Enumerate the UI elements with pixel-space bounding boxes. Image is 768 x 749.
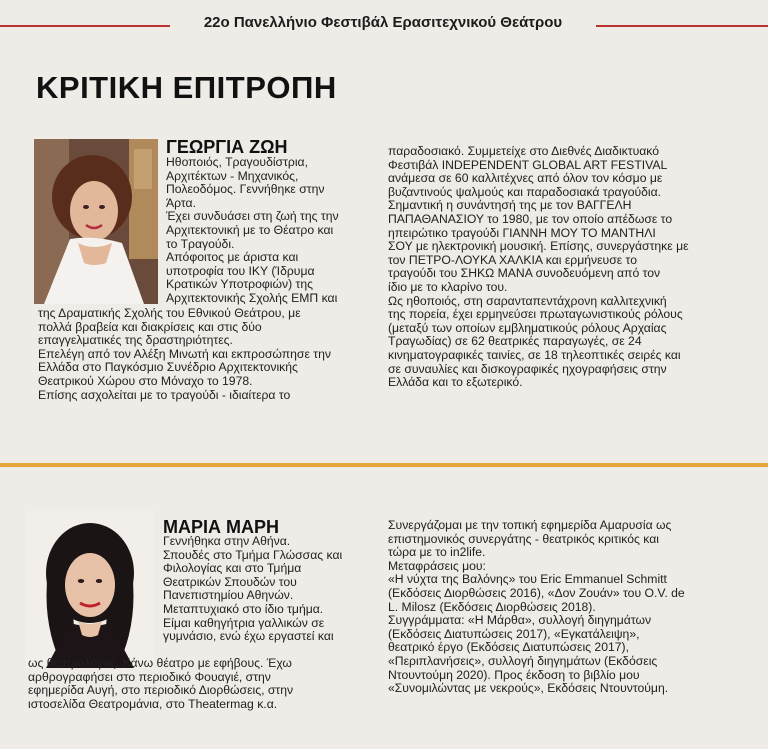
bio-line: ίδιο με το κλαρίνο του.	[388, 279, 508, 294]
bio-line: Αρχιτεκτονικής Σχολής ΕΜΠ και	[166, 290, 338, 305]
bio-line: Πολεοδόμος. Γεννήθηκε στην	[166, 182, 325, 197]
bio-line: Συγγράμματα: «Η Μάρθα», συλλογή διηγημάτων	[388, 613, 652, 628]
portrait-georgia-zoi	[34, 139, 158, 304]
bio-line: Φιλολογίας και στο Τμήμα	[163, 561, 302, 576]
bio-line: Ηθοποιός, Τραγουδίστρια,	[166, 155, 308, 169]
bio-line: Έχει συνδυάσει στη ζωή της την	[166, 209, 339, 224]
member1-name: ΓΕΩΡΓΙΑ ΖΩΗ	[166, 137, 288, 157]
bio-line: (Εκδόσεις Διορθώσεις 2016), «Δον Ζουάν» του O.V. de	[388, 585, 685, 600]
bio-line: της πορεία, έχει ερμηνεύσει πρωταγωνιστικούς ρόλους	[388, 307, 683, 322]
bio-line: επαγγελματικές της δραστηριότητες.	[38, 333, 233, 348]
bio-line: «Η νύχτα της Βαλόνης» του Eric Emmanuel Schmitt	[388, 572, 667, 587]
header-rule-left	[0, 25, 170, 27]
bio-line: αρθρογραφήσει στο περιοδικό Φουαγιέ, στην	[28, 669, 271, 684]
bio-line: τώρα με το in2life.	[388, 545, 486, 560]
bio-line: Αρχιτεκτονική με το Θέατρο και	[166, 222, 334, 237]
bio-line: Αρχιτέκτων - Μηχανικός,	[166, 168, 299, 183]
portrait-image	[26, 511, 154, 668]
bio-line: εφημερίδα Αυγή, στο περιοδικό Διορθώσεις, στην	[28, 683, 294, 698]
member2-bio-right	[388, 519, 748, 696]
festival-title: 22ο Πανελλήνιο Φεστιβάλ Ερασιτεχνικού Θεάτρου	[203, 14, 563, 31]
bio-line: Ως ηθοποιός, στη σαρανταπεντάχρονη καλλιτεχνική	[388, 293, 667, 308]
bio-line: Είμαι καθηγήτρια γαλλικών σε	[163, 615, 325, 630]
bio-line: Ελλάδα στο Παγκόσμιο Συνέδριο Αρχιτεκτονικής	[38, 360, 298, 375]
bio-line: Πανεπιστημίου Αθηνών.	[163, 588, 294, 603]
bio-line: Συνεργάζομαι με την τοπική εφημερίδα Αμαρυσία ως	[388, 518, 672, 532]
bio-line: Τραγωδίας) σε 62 θεατρικές παραγωγές, σε 24	[388, 334, 642, 349]
bio-line: Ντουντούμη 2020). Προς έκδοση το βιβλίο μου	[388, 667, 640, 682]
bio-line: (Εκδόσεις Διατυπώσεις 2017), «Εγκατάλειψη»,	[388, 626, 640, 641]
section-title: ΚΡΙΤΙΚΗ ΕΠΙΤΡΟΠΗ	[36, 70, 337, 105]
bio-line: Σπουδές στο Τμήμα Γλώσσας και	[163, 547, 343, 562]
bio-line: Θεατρικών Σπουδών του	[163, 574, 297, 589]
member1-bio-left	[38, 307, 378, 402]
section-divider	[0, 463, 768, 467]
member1-bio-right	[388, 145, 748, 390]
header-rule-right	[596, 25, 768, 27]
bio-line: ιστοσελίδα Θεατρομάνια, στο Theatermag κ.α.	[28, 696, 278, 711]
bio-line: «Συνομιλώντας με νεκρούς», Εκδόσεις Ντουντούμη.	[388, 681, 669, 696]
bio-line: υποτροφία του ΙΚΥ (Ίδρυμα	[166, 263, 315, 278]
member2-name: ΜΑΡΙΑ ΜΑΡΗ	[163, 517, 279, 537]
bio-line: Ελλάδα και το εξωτερικό.	[388, 375, 523, 390]
bio-line: ανάμεσα σε 60 καλλιτέχνες από όλον τον κόσμο με	[388, 171, 663, 186]
bio-line: ΠΑΠΑΘΑΝΑΣΙΟΥ το 1980, με τον οποίο απέδωσε το	[388, 211, 673, 226]
bio-line: Φεστιβάλ INDEPENDENT GLOBAL ART FESTIVAL	[388, 157, 668, 172]
bio-line: της Δραματικής Σχολής του Εθνικού Θεάτρου, με	[38, 306, 301, 320]
member2-bio-wrap	[163, 535, 375, 644]
bio-line: Απόφοιτος με άριστα και	[166, 250, 299, 265]
bio-line: ως θεατρολόγος. Κάνω θέατρο με εφήβους. Έχω	[28, 656, 292, 670]
bio-line: επιστημονικός συνεργάτης - θεατρικός κριτικός και	[388, 531, 659, 546]
bio-line: Μεταπτυχιακό στο ίδιο τμήμα.	[163, 601, 324, 616]
bio-line: τον ΠΕΤΡΟ-ΛΟΥΚΑ ΧΑΛΚΙΑ και ερμήνευσε το	[388, 252, 637, 267]
member2-bio-left	[28, 657, 378, 711]
bio-line: γυμνάσιο, ενώ έχω εργαστεί και	[163, 629, 334, 644]
bio-line: Γεννήθηκα στην Αθήνα.	[163, 534, 291, 548]
bio-line: κινηματογραφικές ταινίες, σε 18 τηλεοπτικές σειρές και	[388, 347, 681, 362]
bio-line: Άρτα.	[166, 195, 196, 210]
bio-line: ηπειρώτικο τραγούδι ΓΙΑΝΝΗ ΜΟΥ ΤΟ ΜΑΝΤΗΛΙ	[388, 225, 656, 240]
bio-line: σε συναυλίες και δισκογραφικές ηχογραφήσεις στην	[388, 361, 667, 376]
bio-line: L. Milosz (Εκδόσεις Διορθώσεις 2018).	[388, 599, 596, 614]
bio-line: Θεατρικού Χώρου στο Μόναχο το 1978.	[38, 373, 253, 388]
member1-bio-wrap	[166, 156, 376, 306]
bio-line: Κρατικών Υποτροφιών) της	[166, 277, 313, 292]
portrait-image	[34, 139, 158, 304]
portrait-maria-mari	[26, 511, 154, 668]
bio-line: βυζαντινούς ψαλμούς και παραδοσιακά τραγούδια.	[388, 184, 662, 199]
bio-line: το Τραγούδι.	[166, 236, 235, 251]
bio-line: Σημαντική η συνάντησή της με τον ΒΑΓΓΕΛΗ	[388, 198, 632, 213]
bio-line: (μεταξύ των οποίων εμβληματικούς ρόλους Αρχαίας	[388, 320, 667, 335]
bio-line: παραδοσιακό. Συμμετείχε στο Διεθνές Διαδικτυακό	[388, 144, 659, 158]
bio-line: «Περιπλανήσεις», συλλογή διηγημάτων (Εκδόσεις	[388, 653, 658, 668]
bio-line: θεατρικό έργο (Εκδόσεις Διατυπώσεις 2017),	[388, 640, 629, 655]
bio-line: Επίσης ασχολείται με το τραγούδι - ιδιαίτερα το	[38, 387, 291, 402]
bio-line: πολλά βραβεία και διακρίσεις και στις δύο	[38, 319, 262, 334]
bio-line: Επελέγη από τον Αλέξη Μινωτή και εκπροσώπησε την	[38, 346, 331, 361]
bio-line: ΣΟΥ με ηλεκτρονική μουσική. Επίσης, συνεργάστηκε με	[388, 239, 689, 254]
bio-line: τραγούδι του ΣΗΚΩ ΜΑΝΑ συνοδευόμενη από τον	[388, 266, 661, 281]
bio-line: Μεταφράσεις μου:	[388, 558, 486, 573]
